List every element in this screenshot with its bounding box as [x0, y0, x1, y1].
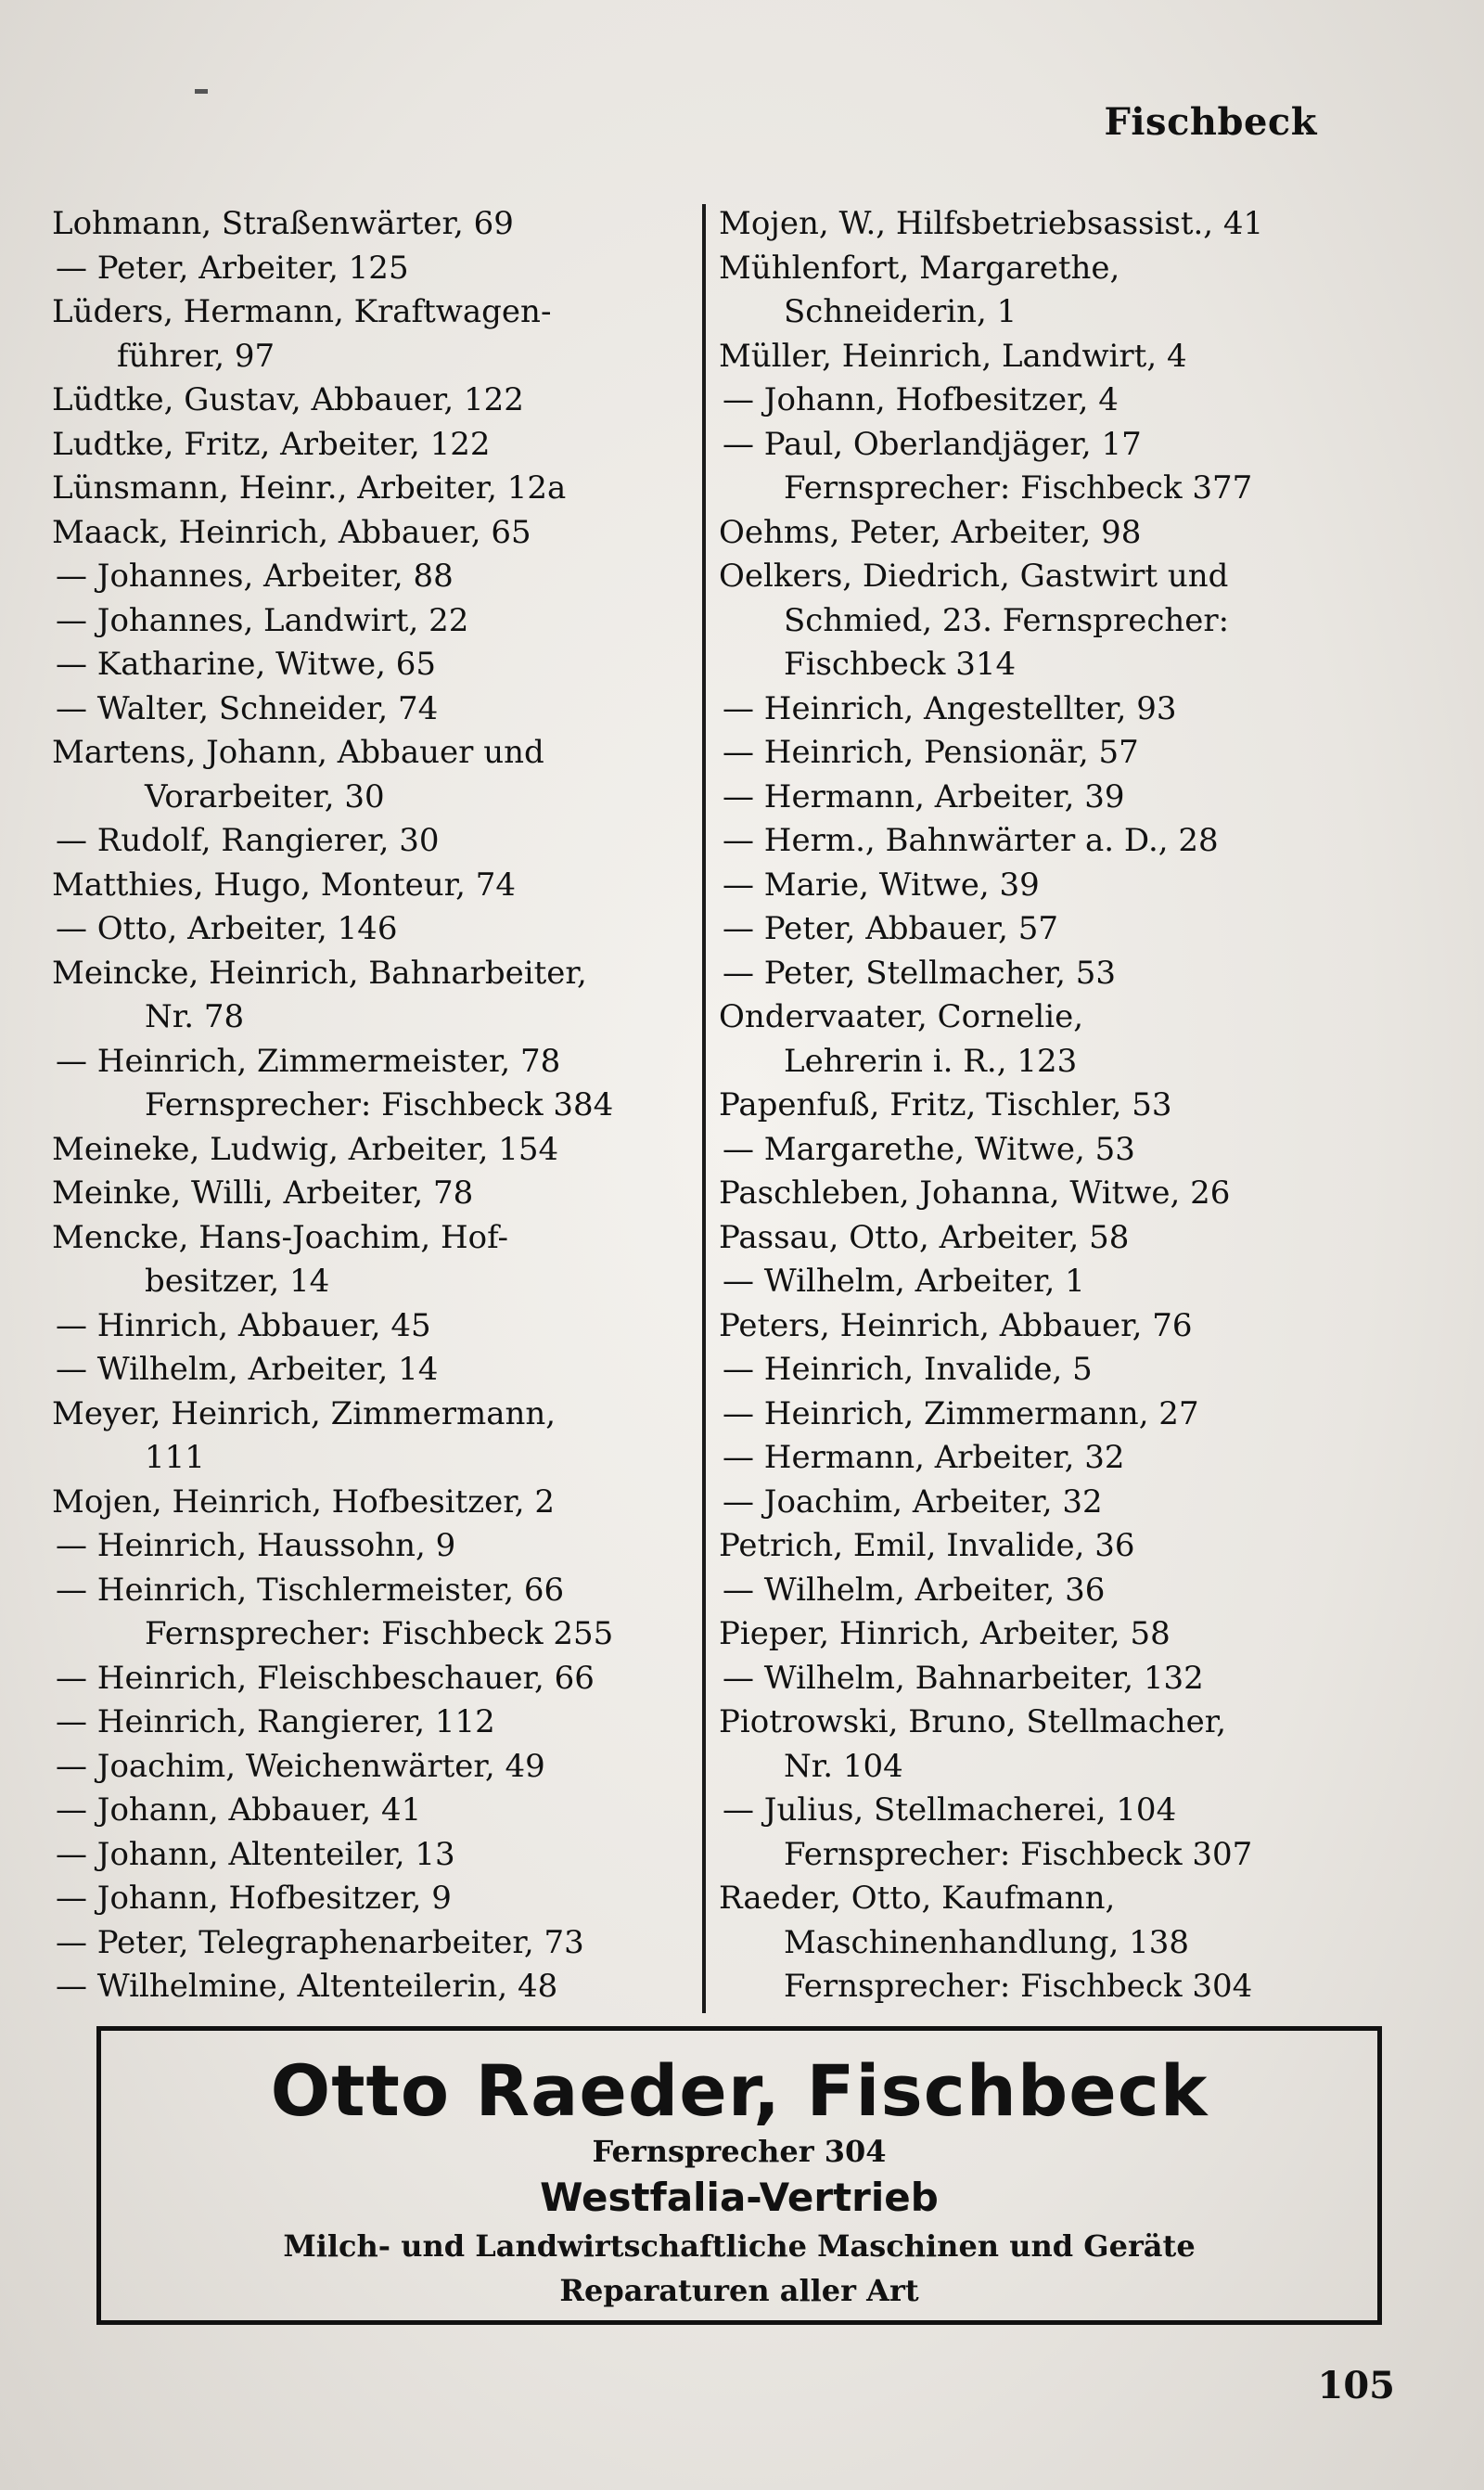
directory-entry: Meincke, Heinrich, Bahnarbeiter, — [52, 954, 587, 992]
directory-entry: — Heinrich, Tischlermeister, 66 — [56, 1571, 565, 1609]
directory-entry: Mojen, Heinrich, Hofbesitzer, 2 — [52, 1482, 556, 1521]
directory-entry: — Wilhelmine, Altenteilerin, 48 — [56, 1968, 558, 2005]
directory-entry: — Johann, Hofbesitzer, 4 — [723, 381, 1119, 418]
directory-entry: — Wilhelm, Arbeiter, 14 — [56, 1351, 439, 1388]
print-mark — [195, 89, 208, 94]
directory-entry: Lüdtke, Gustav, Abbauer, 122 — [52, 381, 524, 418]
directory-entry-continuation: Nr. 104 — [784, 1747, 903, 1785]
directory-entry: — Hermann, Arbeiter, 39 — [723, 777, 1125, 815]
running-head: Fischbeck — [1104, 100, 1317, 144]
directory-entry: Maack, Heinrich, Abbauer, 65 — [52, 513, 531, 551]
directory-entry: — Wilhelm, Arbeiter, 1 — [723, 1263, 1085, 1300]
directory-phone-line: Fernsprecher: Fischbeck 255 — [145, 1615, 614, 1652]
directory-entry: Lünsmann, Heinr., Arbeiter, 12a — [52, 469, 567, 507]
directory-entry-continuation: Schmied, 23. Fernsprecher: — [784, 601, 1230, 639]
directory-entry: Matthies, Hugo, Monteur, 74 — [52, 866, 517, 904]
directory-phone-line: Fernsprecher: Fischbeck 307 — [784, 1835, 1253, 1873]
directory-entry: — Johann, Abbauer, 41 — [56, 1791, 422, 1829]
advertisement-services: Reparaturen aller Art — [559, 2273, 919, 2308]
directory-entry-continuation: führer, 97 — [117, 337, 275, 375]
directory-entry: — Paul, Oberlandjäger, 17 — [723, 425, 1142, 463]
directory-entry: Raeder, Otto, Kaufmann, — [719, 1880, 1116, 1917]
directory-entry: — Heinrich, Rangierer, 112 — [56, 1703, 495, 1740]
directory-entry: — Johann, Hofbesitzer, 9 — [56, 1880, 452, 1917]
directory-entry: Meyer, Heinrich, Zimmermann, — [52, 1394, 556, 1432]
directory-entry-continuation: Vorarbeiter, 30 — [145, 777, 385, 815]
directory-entry: Müller, Heinrich, Landwirt, 4 — [719, 337, 1187, 375]
directory-entry: Meineke, Ludwig, Arbeiter, 154 — [52, 1130, 559, 1168]
advertisement-title: Otto Raeder, Fischbeck — [270, 2049, 1209, 2132]
directory-entry-continuation: besitzer, 14 — [145, 1263, 330, 1300]
directory-entry: Mühlenfort, Margarethe, — [719, 249, 1120, 287]
directory-entry: — Heinrich, Pensionär, 57 — [723, 734, 1139, 771]
directory-entry: — Heinrich, Zimmermann, 27 — [723, 1394, 1199, 1432]
directory-entry: — Heinrich, Invalide, 5 — [723, 1351, 1093, 1388]
directory-entry: Piotrowski, Bruno, Stellmacher, — [719, 1703, 1227, 1740]
directory-entry: — Joachim, Weichenwärter, 49 — [56, 1747, 545, 1785]
directory-entry: Ludtke, Fritz, Arbeiter, 122 — [52, 425, 491, 463]
directory-phone-line: Fernsprecher: Fischbeck 384 — [145, 1086, 614, 1123]
column-divider — [702, 204, 706, 2013]
directory-entry-continuation: Schneiderin, 1 — [784, 293, 1017, 330]
directory-entry: — Wilhelm, Arbeiter, 36 — [723, 1571, 1106, 1609]
directory-entry: — Margarethe, Witwe, 53 — [723, 1130, 1135, 1168]
directory-entry: Paschleben, Johanna, Witwe, 26 — [719, 1174, 1231, 1212]
advertisement-products: Milch- und Landwirtschaftliche Maschinen und Geräte — [283, 2228, 1196, 2264]
page-number: 105 — [1317, 2364, 1395, 2407]
directory-entry: Papenfuß, Fritz, Tischler, 53 — [719, 1086, 1172, 1123]
advertisement-phone: Fernsprecher 304 — [592, 2134, 887, 2169]
directory-entry: — Peter, Arbeiter, 125 — [56, 249, 409, 287]
advertisement-brand: Westfalia-Vertrieb — [540, 2175, 939, 2220]
directory-entry: — Heinrich, Fleischbeschauer, 66 — [56, 1659, 595, 1697]
directory-entry: — Peter, Abbauer, 57 — [723, 910, 1058, 947]
directory-entry: — Johannes, Arbeiter, 88 — [56, 558, 454, 595]
directory-entry: Meinke, Willi, Arbeiter, 78 — [52, 1174, 474, 1212]
directory-entry: — Heinrich, Angestellter, 93 — [723, 689, 1177, 727]
directory-entry: — Heinrich, Zimmermeister, 78 — [56, 1042, 561, 1080]
directory-entry: Peters, Heinrich, Abbauer, 76 — [719, 1306, 1193, 1344]
directory-entry: — Julius, Stellmacherei, 104 — [723, 1791, 1177, 1829]
directory-entry: Mojen, W., Hilfsbetriebsassist., 41 — [719, 205, 1264, 242]
directory-entry: Mencke, Hans-Joachim, Hof- — [52, 1218, 508, 1256]
directory-entry: — Peter, Telegraphenarbeiter, 73 — [56, 1923, 584, 1961]
advertisement-box — [96, 2026, 1382, 2325]
right-column — [719, 202, 1405, 2009]
directory-entry-continuation: Maschinenhandlung, 138 — [784, 1923, 1190, 1961]
directory-entry-continuation: Fischbeck 314 — [784, 646, 1017, 683]
directory-entry: — Joachim, Arbeiter, 32 — [723, 1482, 1103, 1521]
directory-entry: — Wilhelm, Bahnarbeiter, 132 — [723, 1659, 1204, 1697]
directory-entry: Oehms, Peter, Arbeiter, 98 — [719, 513, 1142, 551]
directory-entry: — Johann, Altenteiler, 13 — [56, 1835, 455, 1873]
directory-entry: — Hinrich, Abbauer, 45 — [56, 1306, 431, 1344]
directory-entry: Pieper, Hinrich, Arbeiter, 58 — [719, 1615, 1171, 1652]
directory-entry: — Otto, Arbeiter, 146 — [56, 910, 398, 947]
directory-entry-continuation: Lehrerin i. R., 123 — [784, 1042, 1078, 1080]
directory-entry-continuation: 111 — [145, 1439, 205, 1476]
directory-entry: — Walter, Schneider, 74 — [56, 689, 439, 727]
directory-entry: Lüders, Hermann, Kraftwagen- — [52, 293, 552, 330]
directory-entry: Oelkers, Diedrich, Gastwirt und — [719, 558, 1229, 595]
directory-entry: — Heinrich, Haussohn, 9 — [56, 1527, 456, 1564]
directory-entry: Ondervaater, Cornelie, — [719, 998, 1084, 1035]
directory-entry: — Rudolf, Rangierer, 30 — [56, 822, 440, 859]
directory-entry: — Hermann, Arbeiter, 32 — [723, 1439, 1125, 1476]
directory-entry: — Herm., Bahnwärter a. D., 28 — [723, 822, 1219, 859]
directory-phone-line: Fernsprecher: Fischbeck 377 — [784, 469, 1253, 507]
directory-entry: Passau, Otto, Arbeiter, 58 — [719, 1218, 1130, 1256]
directory-entry: Lohmann, Straßenwärter, 69 — [52, 205, 514, 242]
directory-entry: — Peter, Stellmacher, 53 — [723, 954, 1116, 992]
directory-entry: Petrich, Emil, Invalide, 36 — [719, 1527, 1135, 1564]
directory-entry-continuation: Nr. 78 — [145, 998, 245, 1035]
directory-entry: — Johannes, Landwirt, 22 — [56, 601, 469, 639]
left-column — [52, 202, 701, 2009]
directory-entry: — Marie, Witwe, 39 — [723, 866, 1040, 904]
directory-entry: Martens, Johann, Abbauer und — [52, 734, 544, 771]
directory-entry: — Katharine, Witwe, 65 — [56, 646, 437, 683]
directory-phone-line: Fernsprecher: Fischbeck 304 — [784, 1968, 1253, 2005]
